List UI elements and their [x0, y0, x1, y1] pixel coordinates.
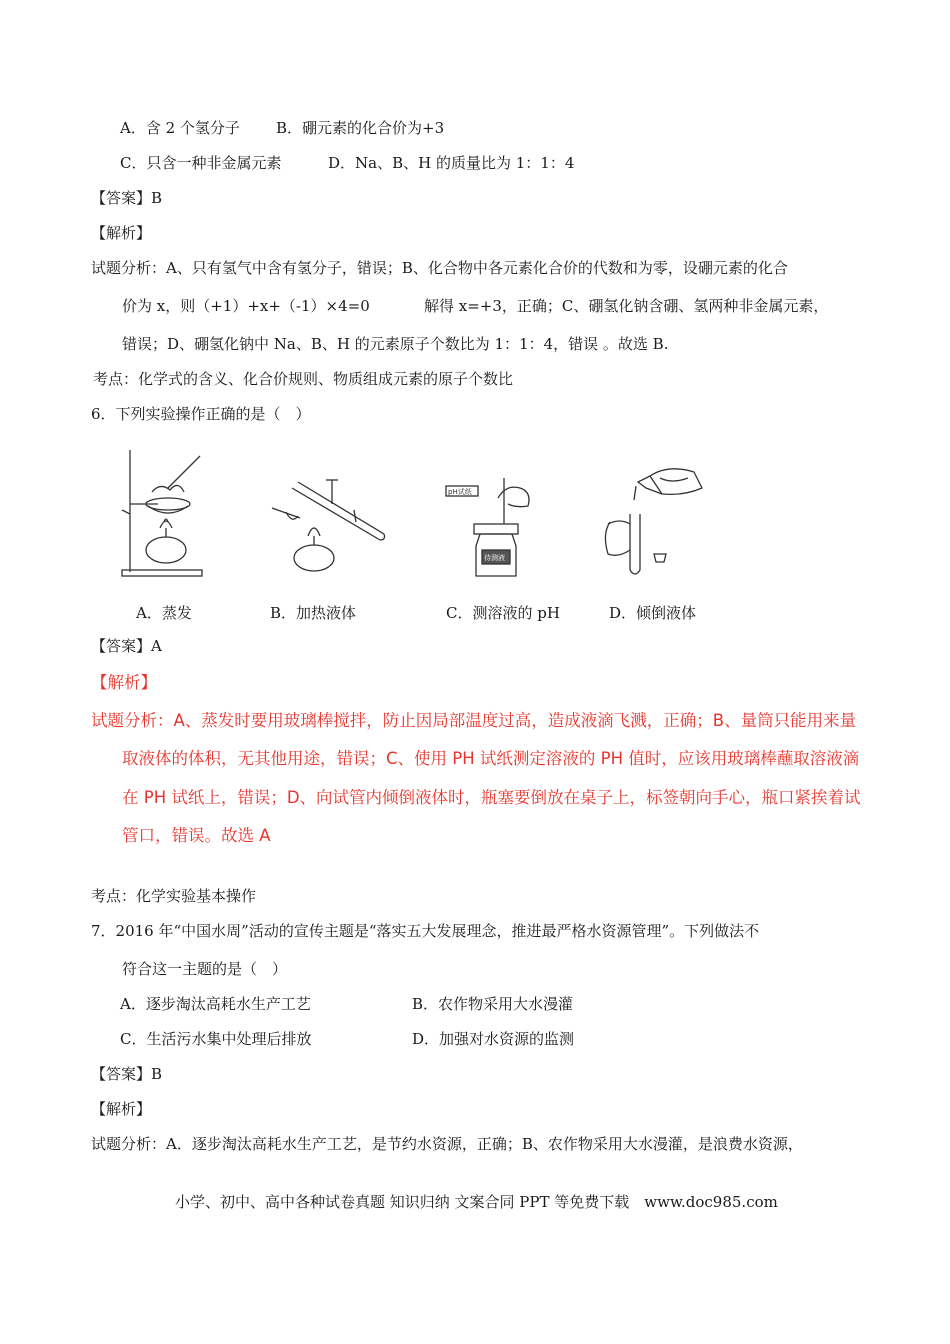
bottle-label: 待测液 — [484, 554, 505, 562]
q6-analysis-line-2: 取液体的体积，无其他用途，错误；C、使用 PH 试纸测定溶液的 PH 值时，应该用玻璃棒蘸取溶液滴 — [122, 749, 860, 768]
figure-caption-c: C．测溶液的 pH — [446, 604, 560, 622]
q5-kaodian: 考点：化学式的含义、化合价规则、物质组成元素的原子个数比 — [93, 370, 514, 388]
page-footer: 小学、初中、高中各种试卷真题 知识归纳 文案合同 PPT 等免费下载 www.doc985.com — [175, 1193, 778, 1211]
q6-analysis-label: 【解析】 — [91, 673, 157, 692]
q7-option-a: A．逐步淘汰高耗水生产工艺 — [120, 995, 311, 1013]
figure-caption-d: D．倾倒液体 — [609, 604, 697, 622]
q7-stem-line-2: 符合这一主题的是（ ） — [122, 960, 288, 978]
ph-test-figure — [444, 474, 544, 580]
q7-option-b: B．农作物采用大水漫灌 — [412, 995, 574, 1013]
q7-option-c: C．生活污水集中处理后排放 — [120, 1030, 312, 1048]
q7-option-d: D．加强对水资源的监测 — [412, 1030, 575, 1048]
heating-liquid-figure — [262, 478, 392, 580]
q5-option-a: A．含 2 个氢分子 — [120, 119, 240, 137]
q5-option-b: B．硼元素的化合价为+3 — [276, 119, 445, 137]
q6-analysis-line-1: 试题分析：A、蒸发时要用玻璃棒搅拌，防止因局部温度过高，造成液滴飞溅，正确；B、量筒只能用来量 — [91, 711, 857, 730]
q5-option-d: D．Na、B、H 的质量比为 1：1：4 — [328, 154, 575, 172]
q5-analysis-label: 【解析】 — [91, 224, 152, 242]
q7-analysis-label: 【解析】 — [91, 1100, 152, 1118]
evaporation-figure — [118, 442, 208, 580]
pouring-liquid-figure — [598, 462, 708, 580]
q5-analysis-line-1: 试题分析：A、只有氢气中含有氢分子，错误；B、化合物中各元素化合价的代数和为零，设硼元素的化合 — [91, 259, 788, 277]
q5-answer: 【答案】B — [91, 189, 163, 207]
q5-analysis-line-2a: 价为 x，则（+1）+x+（-1）×4=0 — [122, 297, 370, 315]
q7-answer: 【答案】B — [91, 1065, 163, 1083]
q6-stem: 6．下列实验操作正确的是（ ） — [91, 405, 311, 423]
ph-paper-label: pH试纸 — [448, 488, 472, 496]
figure-caption-b: B．加热液体 — [270, 604, 357, 622]
q5-analysis-line-3: 错误；D、硼氢化钠中 Na、B、H 的元素原子个数比为 1：1：4，错误 。故选 B. — [122, 335, 669, 353]
q5-option-c: C．只含一种非金属元素 — [120, 154, 282, 172]
q6-analysis-line-4: 管口，错误。故选 A — [122, 826, 271, 845]
q6-answer: 【答案】A — [91, 637, 162, 655]
q7-analysis-line-1: 试题分析：A．逐步淘汰高耗水生产工艺，是节约水资源，正确；B、农作物采用大水漫灌，是浪费水资源， — [91, 1135, 803, 1153]
q6-kaodian: 考点：化学实验基本操作 — [91, 887, 257, 905]
q5-analysis-line-2b: 解得 x=+3，正确；C、硼氢化钠含硼、氢两种非金属元素， — [424, 297, 829, 315]
q7-stem-line-1: 7．2016 年“中国水周”活动的宣传主题是“落实五大发展理念，推进最严格水资源管理”。下列做法不 — [91, 922, 760, 940]
q6-analysis-line-3: 在 PH 试纸上，错误；D、向试管内倾倒液体时，瓶塞要倒放在桌子上，标签朝向手心，瓶口紧挨着试 — [122, 788, 861, 807]
figure-caption-a: A．蒸发 — [136, 604, 192, 622]
